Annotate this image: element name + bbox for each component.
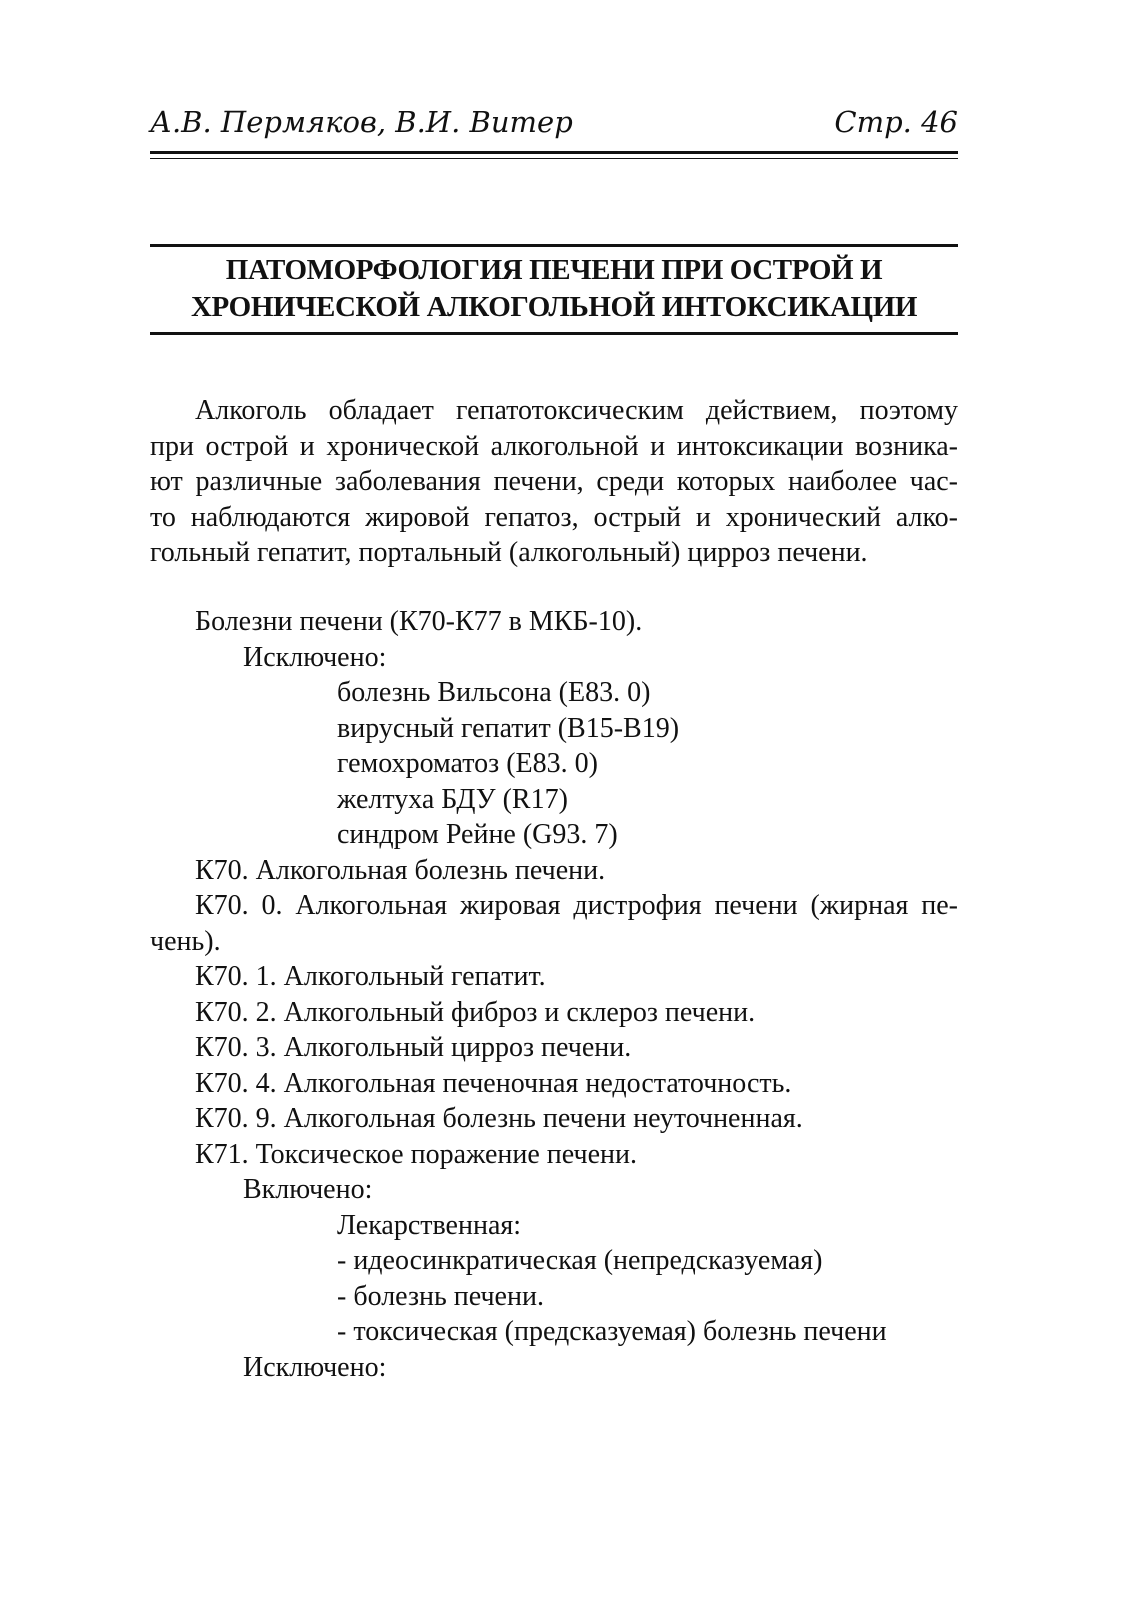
intro-line: Алкоголь обладает гепатотоксическим действием, поэтому bbox=[195, 395, 958, 426]
intro-line: ют различные заболевания печени, среди которых наиболее час- bbox=[150, 466, 958, 497]
icd-code-item: К70. 3. Алкогольный цирроз печени. bbox=[195, 1032, 632, 1063]
list-label-excluded: Исключено: bbox=[243, 1351, 387, 1383]
icd-list bbox=[150, 604, 958, 1385]
excluded-item: болезнь Вильсона (Е83. 0) bbox=[337, 677, 651, 708]
intro-line: то наблюдаются жировой гепатоз, острый и хронический алко- bbox=[150, 501, 958, 533]
intro-paragraph bbox=[150, 393, 958, 571]
page-number: Стр. 46 bbox=[834, 105, 958, 139]
excluded-item: гемохроматоз (Е83. 0) bbox=[337, 748, 598, 779]
list-label-included: Включено: bbox=[243, 1174, 373, 1205]
title-rule-top bbox=[150, 244, 958, 247]
included-item: - идеосинкратическая (непредсказуемая) bbox=[337, 1245, 823, 1276]
intro-line: гольный гепатит, портальный (алкогольный) цирроз печени. bbox=[150, 537, 868, 568]
icd-code-item: К70. 1. Алкогольный гепатит. bbox=[195, 961, 546, 992]
excluded-item: синдром Рейне (G93. 7) bbox=[337, 819, 618, 850]
icd-code-item: К70. 9. Алкогольная болезнь печени неуточненная. bbox=[195, 1103, 803, 1134]
icd-code-item: К70. Алкогольная болезнь печени. bbox=[195, 854, 606, 886]
intro-line: при острой и хронической алкогольной и интоксикации возника- bbox=[150, 430, 958, 462]
running-header bbox=[150, 104, 958, 144]
excluded-item: желтуха БДУ (R17) bbox=[337, 783, 568, 815]
icd-code-item: К70. 4. Алкогольная печеночная недостаточность. bbox=[195, 1067, 792, 1099]
icd-code-item: К70. 0. Алкогольная жировая дистрофия печени (жирная пе- bbox=[195, 890, 958, 921]
running-header-authors: А.В. Пермяков, В.И. Витер bbox=[150, 105, 573, 139]
icd-code-item: К71. Токсическое поражение печени. bbox=[195, 1138, 637, 1170]
icd-code-item-continuation: чень). bbox=[150, 925, 221, 957]
section-title bbox=[150, 252, 958, 326]
list-label-excluded: Исключено: bbox=[243, 641, 387, 673]
icd-code-item: К70. 2. Алкогольный фиброз и склероз печени. bbox=[195, 996, 756, 1028]
included-item: - болезнь печени. bbox=[337, 1280, 544, 1312]
list-heading-liver-diseases: Болезни печени (К70-К77 в МКБ-10). bbox=[195, 606, 643, 637]
title-rule-bottom bbox=[150, 332, 958, 335]
included-item: - токсическая (предсказуемая) болезнь печени bbox=[337, 1316, 887, 1347]
section-title-line-1: ПАТОМОРФОЛОГИЯ ПЕЧЕНИ ПРИ ОСТРОЙ И bbox=[225, 254, 883, 286]
header-rule-thick bbox=[150, 151, 958, 154]
section-title-line-2: ХРОНИЧЕСКОЙ АЛКОГОЛЬНОЙ ИНТОКСИКАЦИИ bbox=[190, 291, 918, 323]
excluded-item: вирусный гепатит (В15-В19) bbox=[337, 712, 680, 744]
header-rule-thin bbox=[150, 158, 958, 159]
included-item: Лекарственная: bbox=[337, 1209, 522, 1241]
